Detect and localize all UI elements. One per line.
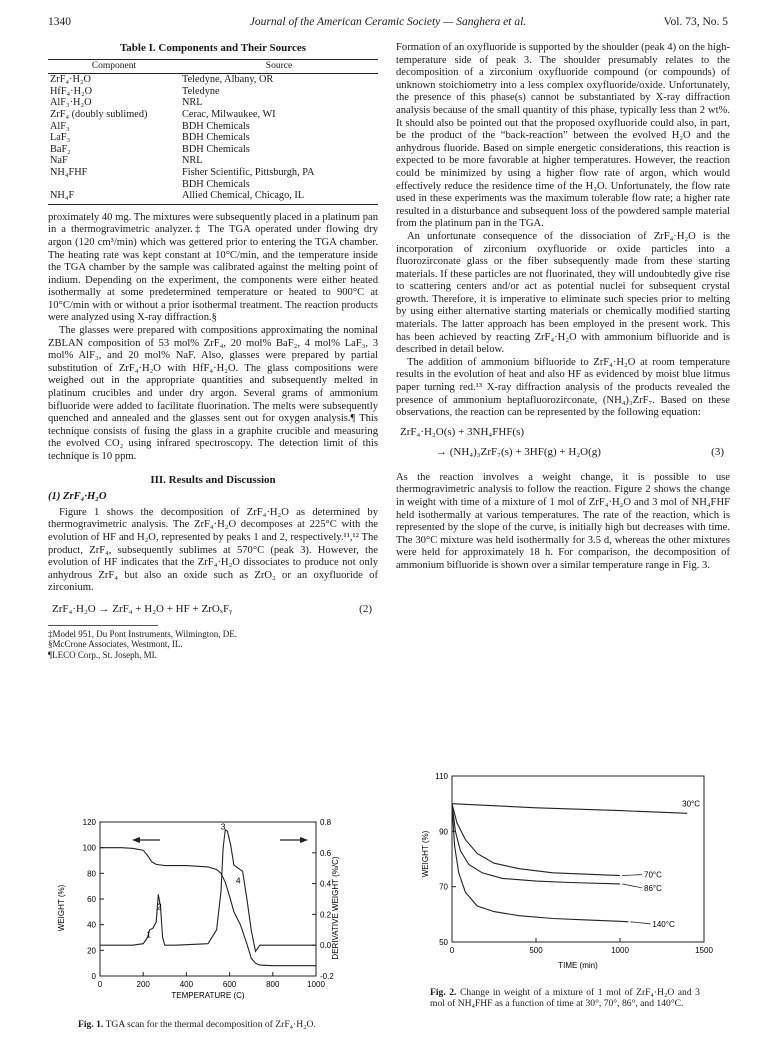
section-heading: III. Results and Discussion (150, 473, 276, 486)
journal-title: Journal of the American Ceramic Society — Sanghera et al. (249, 16, 527, 28)
fig2-ytick-label: 50 (439, 938, 448, 947)
fig1-ytick-label: 120 (82, 818, 96, 827)
fig1-plot-frame (100, 822, 316, 976)
table-header-source: Source (180, 59, 378, 74)
cell-component: NH₄F (48, 190, 180, 204)
fig2-caption-block (400, 987, 700, 1009)
fig2-series-line (452, 804, 687, 814)
paragraph: Figure 1 shows the decomposition of ZrF₄·H₂O as determined by thermogravimetric analysis. The ZrF₄·H₂O decomposes at 225°C with the evolution of HF and H₂O, represented by peaks 1 and 2, respectively.¹¹,¹² The product, ZrF₄, subsequently sublimes at 570°C (peak 3). However, the evolution of HF indicates that the ZrF₄·H₂O dissociates to produce not only anhydrous ZrF₄ but also an oxide such as ZrO₂ or an oxyfluoride of zirconium. (48, 506, 378, 594)
table-row (48, 132, 378, 144)
cell-source: NRL (182, 155, 203, 167)
fig1-xtick-label: 800 (266, 980, 280, 989)
left-column (48, 42, 378, 660)
fig2-ylabel: WEIGHT (%) (421, 830, 430, 878)
fig2-xtick-label: 0 (449, 946, 455, 955)
table-row (48, 155, 378, 167)
fig1-xlabel: TEMPERATURE (C) (171, 991, 245, 1000)
table-row (48, 97, 378, 109)
table-row (48, 74, 378, 86)
cell-source: BDH Chemicals (182, 178, 250, 190)
table-body (48, 74, 378, 205)
fig1-caption: TGA scan for the thermal decomposition of ZrF₄·H₂O. (105, 1019, 316, 1030)
fig1-y2tick-label: 0.4 (320, 879, 332, 889)
footnote: ‡Model 951, Du Pont Instruments, Wilmington, DE. (48, 628, 237, 639)
fig1-peak-label: 3 (220, 821, 226, 832)
page-number: 1340 (48, 16, 71, 28)
fig1-ytick-label: 40 (87, 920, 96, 930)
table-title: Table I. Components and Their Sources (119, 42, 307, 54)
fig2-number: Fig. 2. (430, 987, 457, 998)
fig1-xtick-label: 0 (97, 980, 103, 989)
fig1-peak-label: 4 (235, 875, 241, 886)
table-row (48, 167, 378, 179)
fig1-xtick-label: 400 (179, 980, 194, 989)
cell-source: Teledyne (182, 85, 220, 97)
fig2-xtick-label: 1000 (611, 946, 629, 955)
fig1-ylabel: WEIGHT (%) (57, 884, 66, 932)
cell-source: Allied Chemical, Chicago, IL (180, 190, 378, 204)
fig1-y2tick-label: 0.0 (320, 941, 332, 951)
equation-number: (3) (711, 445, 724, 458)
volume-info: Vol. 73, No. 5 (663, 16, 728, 28)
components-table (48, 59, 378, 205)
cell-source: Cerac, Milwaukee, WI (182, 108, 276, 120)
fig2-xtick-label: 1500 (695, 946, 713, 955)
cell-component: BaF₂ (50, 143, 71, 155)
figure-2 (400, 766, 720, 1009)
fig1-y2tick-label: 0.2 (320, 910, 332, 920)
table-row (48, 179, 378, 191)
cell-component (48, 179, 180, 191)
fig1-y2tick-label: -0.2 (320, 972, 334, 981)
fig2-caption: Change in weight of a mixture of 1 mol of ZrF₄·H₂O and 3 mol of NH₄FHF as a function of time at 30°, 70°, 86°, and 140°C. (430, 987, 700, 1009)
fig1-ytick-label: 100 (82, 843, 96, 853)
fig2-plot-frame (452, 776, 704, 942)
fig1-caption-block (48, 1019, 328, 1030)
right-column (396, 42, 730, 573)
cell-source: BDH Chemicals (182, 132, 250, 144)
fig1-xtick-label: 200 (136, 980, 150, 989)
cell-component: NH₄FHF (50, 166, 88, 178)
equation-line: → (NH₄)₃ZrF₇(s) + 3HF(g) + H₂O(g) (436, 445, 601, 458)
equation-line: ZrF₄·H₂O(s) + 3NH₄FHF(s) (400, 425, 525, 438)
table-row (48, 190, 378, 204)
paragraph: As the reaction involves a weight change, it is possible to use thermogravimetric analysis to follow the reaction. Figure 2 shows the change in weight with time of a mixture of 1 mol of ZrF₄·H₂O and 3 mol of NH₄FHF held isothermally at various temperatures. The rate of the reaction, which is represented by the slope of the curve, is initially high but decreases with time. The 30°C mixture was held isothermally for 3.5 d, whereas the other mixtures were held for approximately 18 h. For comparison, the decomposition of ammonium bifluoride is shown over a similar temperature range in Fig. 3. (396, 471, 730, 571)
paragraph: Formation of an oxyfluoride is supported by the shoulder (peak 4) on the high-temperature side of peak 3. The shoulder presumably relates to the decomposition of a zirconium oxyfluoride compound (or compounds) of unknown stoichiometry into a less complex oxyfluoride/oxide. Unfortunately, the presence of this phase(s) cannot be substantiated by X-ray diffraction analysis because of the small quantity of this phase, typically less than 2 wt%. It should also be pointed out that the proposed oxyfluoride could also, in part, be the product of the “back-reaction” between the evolved H₂O and the anhydrous fluoride. Based on simple energetic considerations, this reaction is expected to be more favorable at higher temperatures. However, the reaction could be minimized by using a higher flow rate of argon, which would effectively reduce the residence time of the H₂O. Unfortunately, the flow rate used in these experiments was the maximum tolerable flow rate; a higher rate resulted in a disturbance and subsequent loss of the powdered sample material from the platinum pan in the TGA. (396, 42, 730, 230)
fig2-label-leader (622, 884, 642, 888)
fig2-label-leader (630, 922, 650, 924)
figure-1 (48, 808, 348, 1030)
fig1-right-arrowhead (300, 837, 308, 843)
equation-body: ZrF₄·H₂O → ZrF₄ + H₂O + HF + ZrOₓFᵧ (52, 602, 233, 615)
equation-number: (2) (359, 602, 372, 615)
fig1-y2tick-label: 0.8 (320, 818, 332, 827)
fig2-series-line (452, 804, 620, 876)
table-row (48, 86, 378, 98)
footnotes (48, 625, 237, 660)
fig2-series-label: 30°C (682, 799, 700, 809)
fig2-ytick-label: 90 (439, 827, 448, 837)
fig2-ytick-label: 70 (439, 882, 448, 892)
cell-component: AlF₃ (50, 120, 70, 132)
cell-source: NRL (182, 97, 203, 109)
fig1-xtick-label: 600 (222, 980, 237, 989)
paragraph: The addition of ammonium bifluoride to ZrF₄·H₂O at room temperature results in the evolution of heat and also HF as evidenced by moist blue litmus paper turning red.¹³ X-ray diffraction analysis of the products revealed the presence of ammonium heptafluorozirconate, (NH₄)₃ZrF₇. Based on these observations, the reaction can be represented by the following equation: (396, 356, 730, 419)
fig1-ytick-label: 60 (87, 895, 96, 904)
fig2-series-line (452, 804, 628, 922)
paragraph: proximately 40 mg. The mixtures were subsequently placed in a platinum pan in a thermogravimetric analyzer.‡ The TGA operated under flowing dry argon (120 cm³/min) which was gettered prior to entering the TGA chamber. The heating rate was kept constant at 10°C/min, and the temperature inside the TGA chamber by the sample was calibrated against the melting point of indium. Depending on the experiment, the components were either heated isothermally at some predetermined temperature or heated to 900°C at 10°C/min with or without a prior isothermal treatment. The reaction products were analyzed using X-ray diffraction.§ (48, 211, 378, 324)
footnote: ¶LECO Corp., St. Joseph, MI. (48, 649, 157, 660)
cell-source: BDH Chemicals (182, 120, 250, 132)
paragraph: An unfortunate consequence of the dissociation of ZrF₄·H₂O is the incorporation of zirconium oxyfluoride or oxide particles into a fluorozirconate glass or the fiber subsequently made from these starting materials. If these particles are not fluorinated, they will undoubtedly give rise to scattering centers and/or act as potential nuclei for subsequent crystal growth. Therefore, it is imperative to eliminate such species prior to melting by using either alternative starting materials or chemically modified starting materials. The latter approach has been employed in the present work. This has been achieved by reacting ZrF₄·H₂O with ammonium bifluoride and is described in detail below. (396, 230, 730, 356)
fig2-series-label: 86°C (644, 883, 662, 893)
cell-component: NaF (50, 155, 68, 167)
cell-source: BDH Chemicals (182, 143, 250, 155)
table-row (48, 121, 378, 133)
fig1-peak-label: 2 (157, 901, 162, 912)
cell-component: AlF₃·H₂O (50, 97, 92, 109)
cell-source: Teledyne, Albany, OR (182, 74, 274, 86)
cell-component: HfF₄·H₂O (50, 85, 93, 97)
fig1-number: Fig. 1. (78, 1019, 104, 1030)
fig2-xtick-label: 500 (529, 946, 543, 955)
fig1-peak-label: 1 (146, 929, 151, 940)
fig2-ytick-label: 110 (435, 772, 448, 781)
table-row (48, 144, 378, 156)
table-header-component: Component (48, 59, 180, 74)
fig1-chart (48, 808, 348, 1008)
fig2-series-label: 140°C (652, 919, 675, 929)
fig2-series-label: 70°C (644, 870, 662, 880)
footnote: §McCrone Associates, Westmont, IL. (48, 639, 183, 650)
cell-component: ZrF₄·H₂O (50, 74, 91, 86)
table-row (48, 109, 378, 121)
fig1-weight-curve (100, 848, 316, 966)
fig2-xlabel: TIME (min) (558, 961, 598, 970)
cell-component: LaF₃ (50, 132, 71, 144)
subsection-heading: (1) ZrF₄·H₂O (48, 491, 107, 503)
cell-component: ZrF₄ (doubly sublimed) (50, 108, 148, 120)
fig1-y2tick-label: 0.6 (320, 848, 332, 858)
equation-3 (396, 426, 730, 466)
fig2-series-line (452, 804, 620, 884)
equation-2 (48, 601, 378, 619)
paragraph: The glasses were prepared with compositions approximating the nominal ZBLAN composition of 53 mol% ZrF₄, 20 mol% BaF₂, 4 mol% LaF₃, 3 mol% AlF₃, and 20 mol% NaF. Also, glasses were prepared by partial substitution of ZrF₄·H₂O with HfF₄·H₂O. The glass compositions were weighed out in the appropriate quantities and subsequently melted in platinum crucibles and under dry argon. Several grams of ammonium bifluoride were added to facilitate fluorination. The melts were subsequently quenched and annealed and the glasses sent out for oxygen analysis.¶ This technique consists of fusing the glass in a graphite crucible and measuring the evolved CO₂ using infrared spectroscopy. The detection limit of this technique is 10 ppm. (48, 325, 378, 462)
fig1-ytick-label: 20 (87, 946, 96, 956)
fig1-ytick-label: 0 (91, 972, 96, 981)
fig1-left-arrowhead (132, 837, 140, 843)
fig1-y2label: DERIVATIVE WEIGHT (%/C) (331, 856, 340, 960)
fig1-ytick-label: 80 (87, 869, 96, 879)
fig2-label-leader (622, 875, 642, 876)
fig1-xtick-label: 1000 (307, 980, 325, 989)
fig2-chart (400, 766, 720, 974)
cell-source: Fisher Scientific, Pittsburgh, PA (182, 166, 315, 178)
